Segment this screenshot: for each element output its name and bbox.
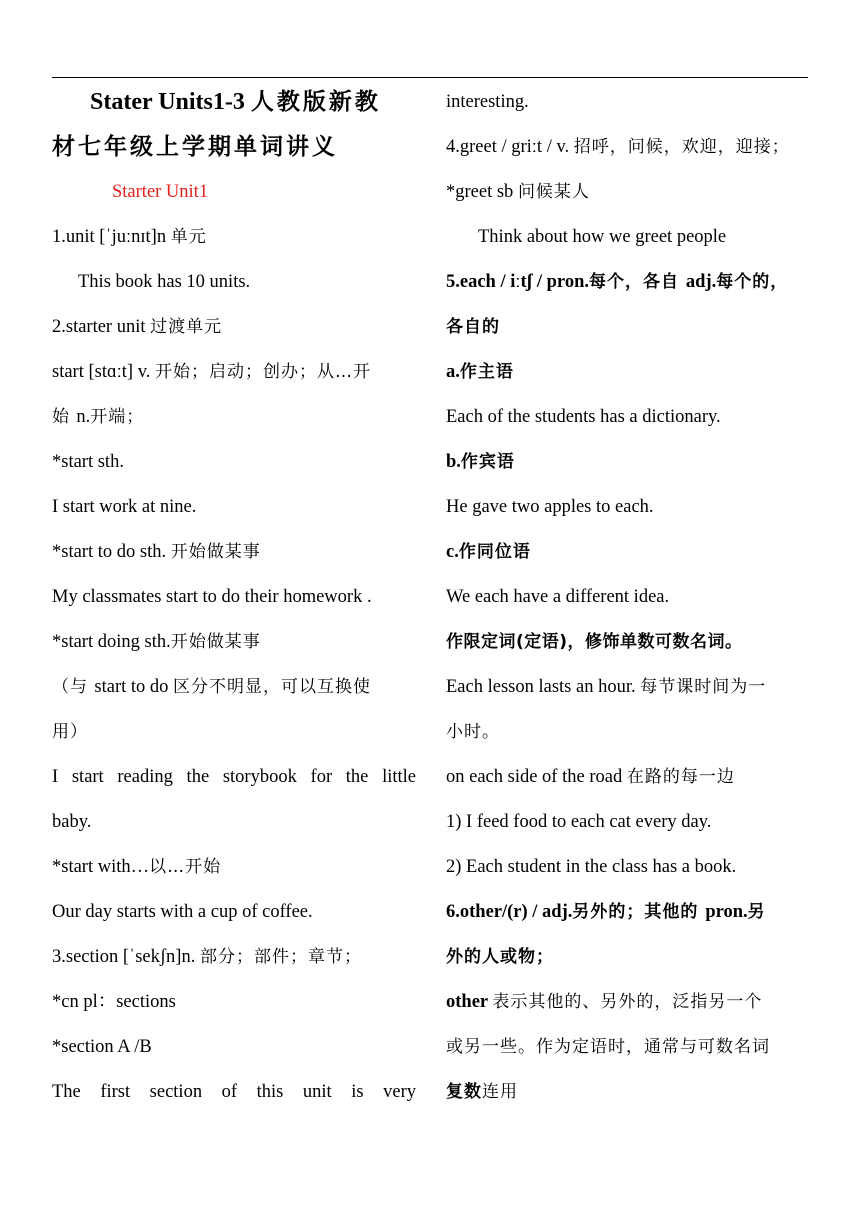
vocab-start-cont: 始 n.开端；	[52, 407, 145, 427]
usage-subject: a.作主语	[446, 362, 514, 382]
example-sentence: Think about how we greet people	[478, 227, 727, 247]
other-description-cont: 或另一些。作为定语时，通常与可数名词	[446, 1037, 770, 1057]
usage-appositive: c.作同位语	[446, 542, 531, 562]
example-sentence: Each of the students has a dictionary.	[446, 407, 721, 427]
vocab-starter-unit: 2.starter unit 过渡单元	[52, 317, 223, 337]
header-rule	[52, 77, 808, 78]
phrase-start-doing: *start doing sth.开始做某事	[52, 632, 261, 652]
other-description-cont: 复数连用	[446, 1082, 518, 1102]
vocab-unit: 1.unit [ˈjuːnɪt]n 单元	[52, 227, 207, 247]
doc-title-line-1: Stater Units1-3 人教版新教	[90, 89, 381, 115]
example-sentence-cont: baby.	[52, 812, 92, 832]
left-column	[52, 80, 416, 1115]
phrase-greet-sb: *greet sb 问候某人	[446, 182, 590, 202]
example-sentence-cont: 小时。	[446, 722, 500, 742]
usage-object: b.作宾语	[446, 452, 515, 472]
example-phrase: on each side of the road 在路的每一边	[446, 767, 735, 787]
section-heading: Starter Unit1	[112, 182, 209, 202]
example-sentence: I start work at nine.	[52, 497, 197, 517]
vocab-section: 3.section [ˈsekʃn]n. 部分；部件；章节；	[52, 947, 362, 967]
example-sentence: The first section of this unit is very	[52, 1082, 416, 1102]
example-sentence: My classmates start to do their homework .	[52, 587, 372, 607]
example-sentence: We each have a different idea.	[446, 587, 670, 607]
numbered-example-2: 2) Each student in the class has a book.	[446, 857, 737, 877]
vocab-each-cont: 各自的	[446, 317, 500, 337]
vocab-each: 5.each / iːtʃ / pron.每个，各自 adj.每个的，	[446, 272, 789, 292]
usage-determiner: 作限定词(定语)，修饰单数可数名词。	[446, 632, 743, 652]
example-sentence: Our day starts with a cup of coffee.	[52, 902, 313, 922]
example-sentence: This book has 10 units.	[78, 272, 251, 292]
example-sentence-cont: interesting.	[446, 92, 529, 112]
phrase-start-sth: *start sth.	[52, 452, 124, 472]
vocab-other: 6.other/(r) / adj.另外的；其他的 pron.另	[446, 902, 766, 922]
vocab-start: start [stɑːt] v. 开始；启动；创办；从…开	[52, 362, 372, 382]
example-sentence: Each lesson lasts an hour. 每节课时间为一	[446, 677, 767, 697]
vocab-greet: 4.greet / griːt / v. 招呼，问候，欢迎，迎接；	[446, 137, 790, 157]
phrase-start-with: *start with…以…开始	[52, 857, 222, 877]
right-column	[446, 80, 808, 1115]
other-description: other 表示其他的、另外的，泛指另一个	[446, 992, 763, 1012]
example-sentence: I start reading the storybook for the little	[52, 767, 416, 787]
usage-note: （与 start to do 区分不明显，可以互换使	[52, 677, 372, 697]
vocab-other-cont: 外的人或物；	[446, 947, 554, 967]
section-ab: *section A /B	[52, 1037, 152, 1057]
doc-title-line-2: 材七年级上学期单词讲义	[52, 134, 338, 160]
usage-note-cont: 用）	[52, 722, 88, 742]
numbered-example-1: 1) I feed food to each cat every day.	[446, 812, 712, 832]
section-plural: *cn pl：sections	[52, 992, 176, 1012]
phrase-start-to-do: *start to do sth. 开始做某事	[52, 542, 261, 562]
example-sentence: He gave two apples to each.	[446, 497, 654, 517]
